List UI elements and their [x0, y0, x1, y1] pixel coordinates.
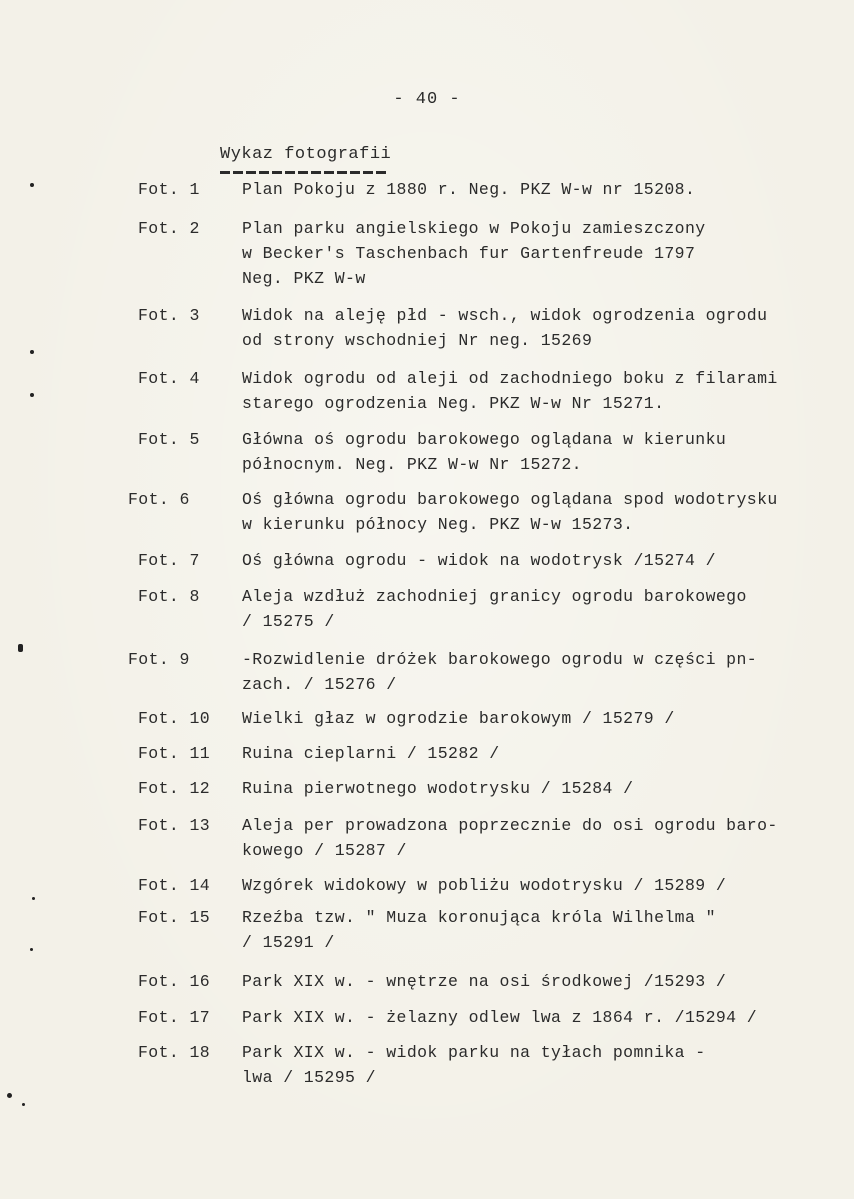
entry-text: Ruina pierwotnego wodotrysku / 15284 / — [242, 779, 634, 798]
margin-speck — [30, 948, 33, 951]
entry-text: -Rozwidlenie dróżek barokowego ogrodu w części pn- zach. / 15276 / — [242, 650, 758, 694]
entry-label: Fot. 2 — [138, 219, 200, 238]
margin-speck — [18, 644, 23, 652]
entry-label: Fot. 13 — [138, 816, 211, 835]
entry-text: Główna oś ogrodu barokowego oglądana w kierunku północnym. Neg. PKZ W-w Nr 15272. — [242, 430, 727, 474]
entry-text: Aleja wzdłuż zachodniej granicy ogrodu barokowego / 15275 / — [242, 587, 747, 631]
entry-label: Fot. 1 — [138, 180, 200, 199]
entry-label: Fot. 17 — [138, 1008, 211, 1027]
entry-label: Fot. 15 — [138, 908, 211, 927]
entry-label: Fot. 8 — [138, 587, 200, 606]
entry-label: Fot. 11 — [138, 744, 211, 763]
entry-label: Fot. 14 — [138, 876, 211, 895]
page-number: - 40 - — [393, 90, 461, 109]
title-underline — [220, 171, 388, 174]
entry-text: Park XIX w. - wnętrze na osi środkowej /15293 / — [242, 972, 727, 991]
list-title: Wykaz fotografii — [220, 145, 392, 164]
entry-label: Fot. 6 — [128, 490, 190, 509]
entry-label: Fot. 12 — [138, 779, 211, 798]
entry-text: Park XIX w. - żelazny odlew lwa z 1864 r. /15294 / — [242, 1008, 758, 1027]
entry-text: Aleja per prowadzona poprzecznie do osi ogrodu baro- kowego / 15287 / — [242, 816, 778, 860]
entry-text: Widok na aleję płd - wsch., widok ogrodzenia ogrodu od strony wschodniej Nr neg. 15269 — [242, 306, 768, 350]
margin-speck — [7, 1093, 12, 1098]
entry-text: Ruina cieplarni / 15282 / — [242, 744, 500, 763]
entry-text: Plan parku angielskiego w Pokoju zamieszczony w Becker's Taschenbach fur Gartenfreude 1797 Neg. PKZ W-w — [242, 219, 706, 288]
entry-label: Fot. 9 — [128, 650, 190, 669]
entry-label: Fot. 18 — [138, 1043, 211, 1062]
entry-label: Fot. 7 — [138, 551, 200, 570]
margin-speck — [30, 350, 34, 354]
entry-text: Widok ogrodu od alejі od zachodniego boku z filarami starego ogrodzenia Neg. PKZ W-w Nr 15271. — [242, 369, 778, 413]
margin-speck — [32, 897, 35, 900]
entry-label: Fot. 16 — [138, 972, 211, 991]
entry-text: Oś główna ogrodu barokowego oglądana spod wodotrysku w kierunku północy Neg. PKZ W-w 15273. — [242, 490, 778, 534]
entry-label: Fot. 10 — [138, 709, 211, 728]
entry-text: Wzgórek widokowy w pobliżu wodotrysku / 15289 / — [242, 876, 727, 895]
entry-label: Fot. 4 — [138, 369, 200, 388]
entry-text: Plan Pokoju z 1880 r. Neg. PKZ W-w nr 15208. — [242, 180, 696, 199]
margin-speck — [22, 1103, 25, 1106]
entry-label: Fot. 3 — [138, 306, 200, 325]
entry-text: Park XIX w. - widok parku na tyłach pomnika - lwa / 15295 / — [242, 1043, 706, 1087]
entry-text: Oś główna ogrodu - widok na wodotrysk /15274 / — [242, 551, 716, 570]
margin-speck — [30, 393, 34, 397]
entry-label: Fot. 5 — [138, 430, 200, 449]
entry-text: Wielki głaz w ogrodzie barokowym / 15279 / — [242, 709, 675, 728]
entry-text: Rzeźba tzw. " Muza koronująca króla Wilhelma " / 15291 / — [242, 908, 716, 952]
margin-speck — [30, 183, 34, 187]
